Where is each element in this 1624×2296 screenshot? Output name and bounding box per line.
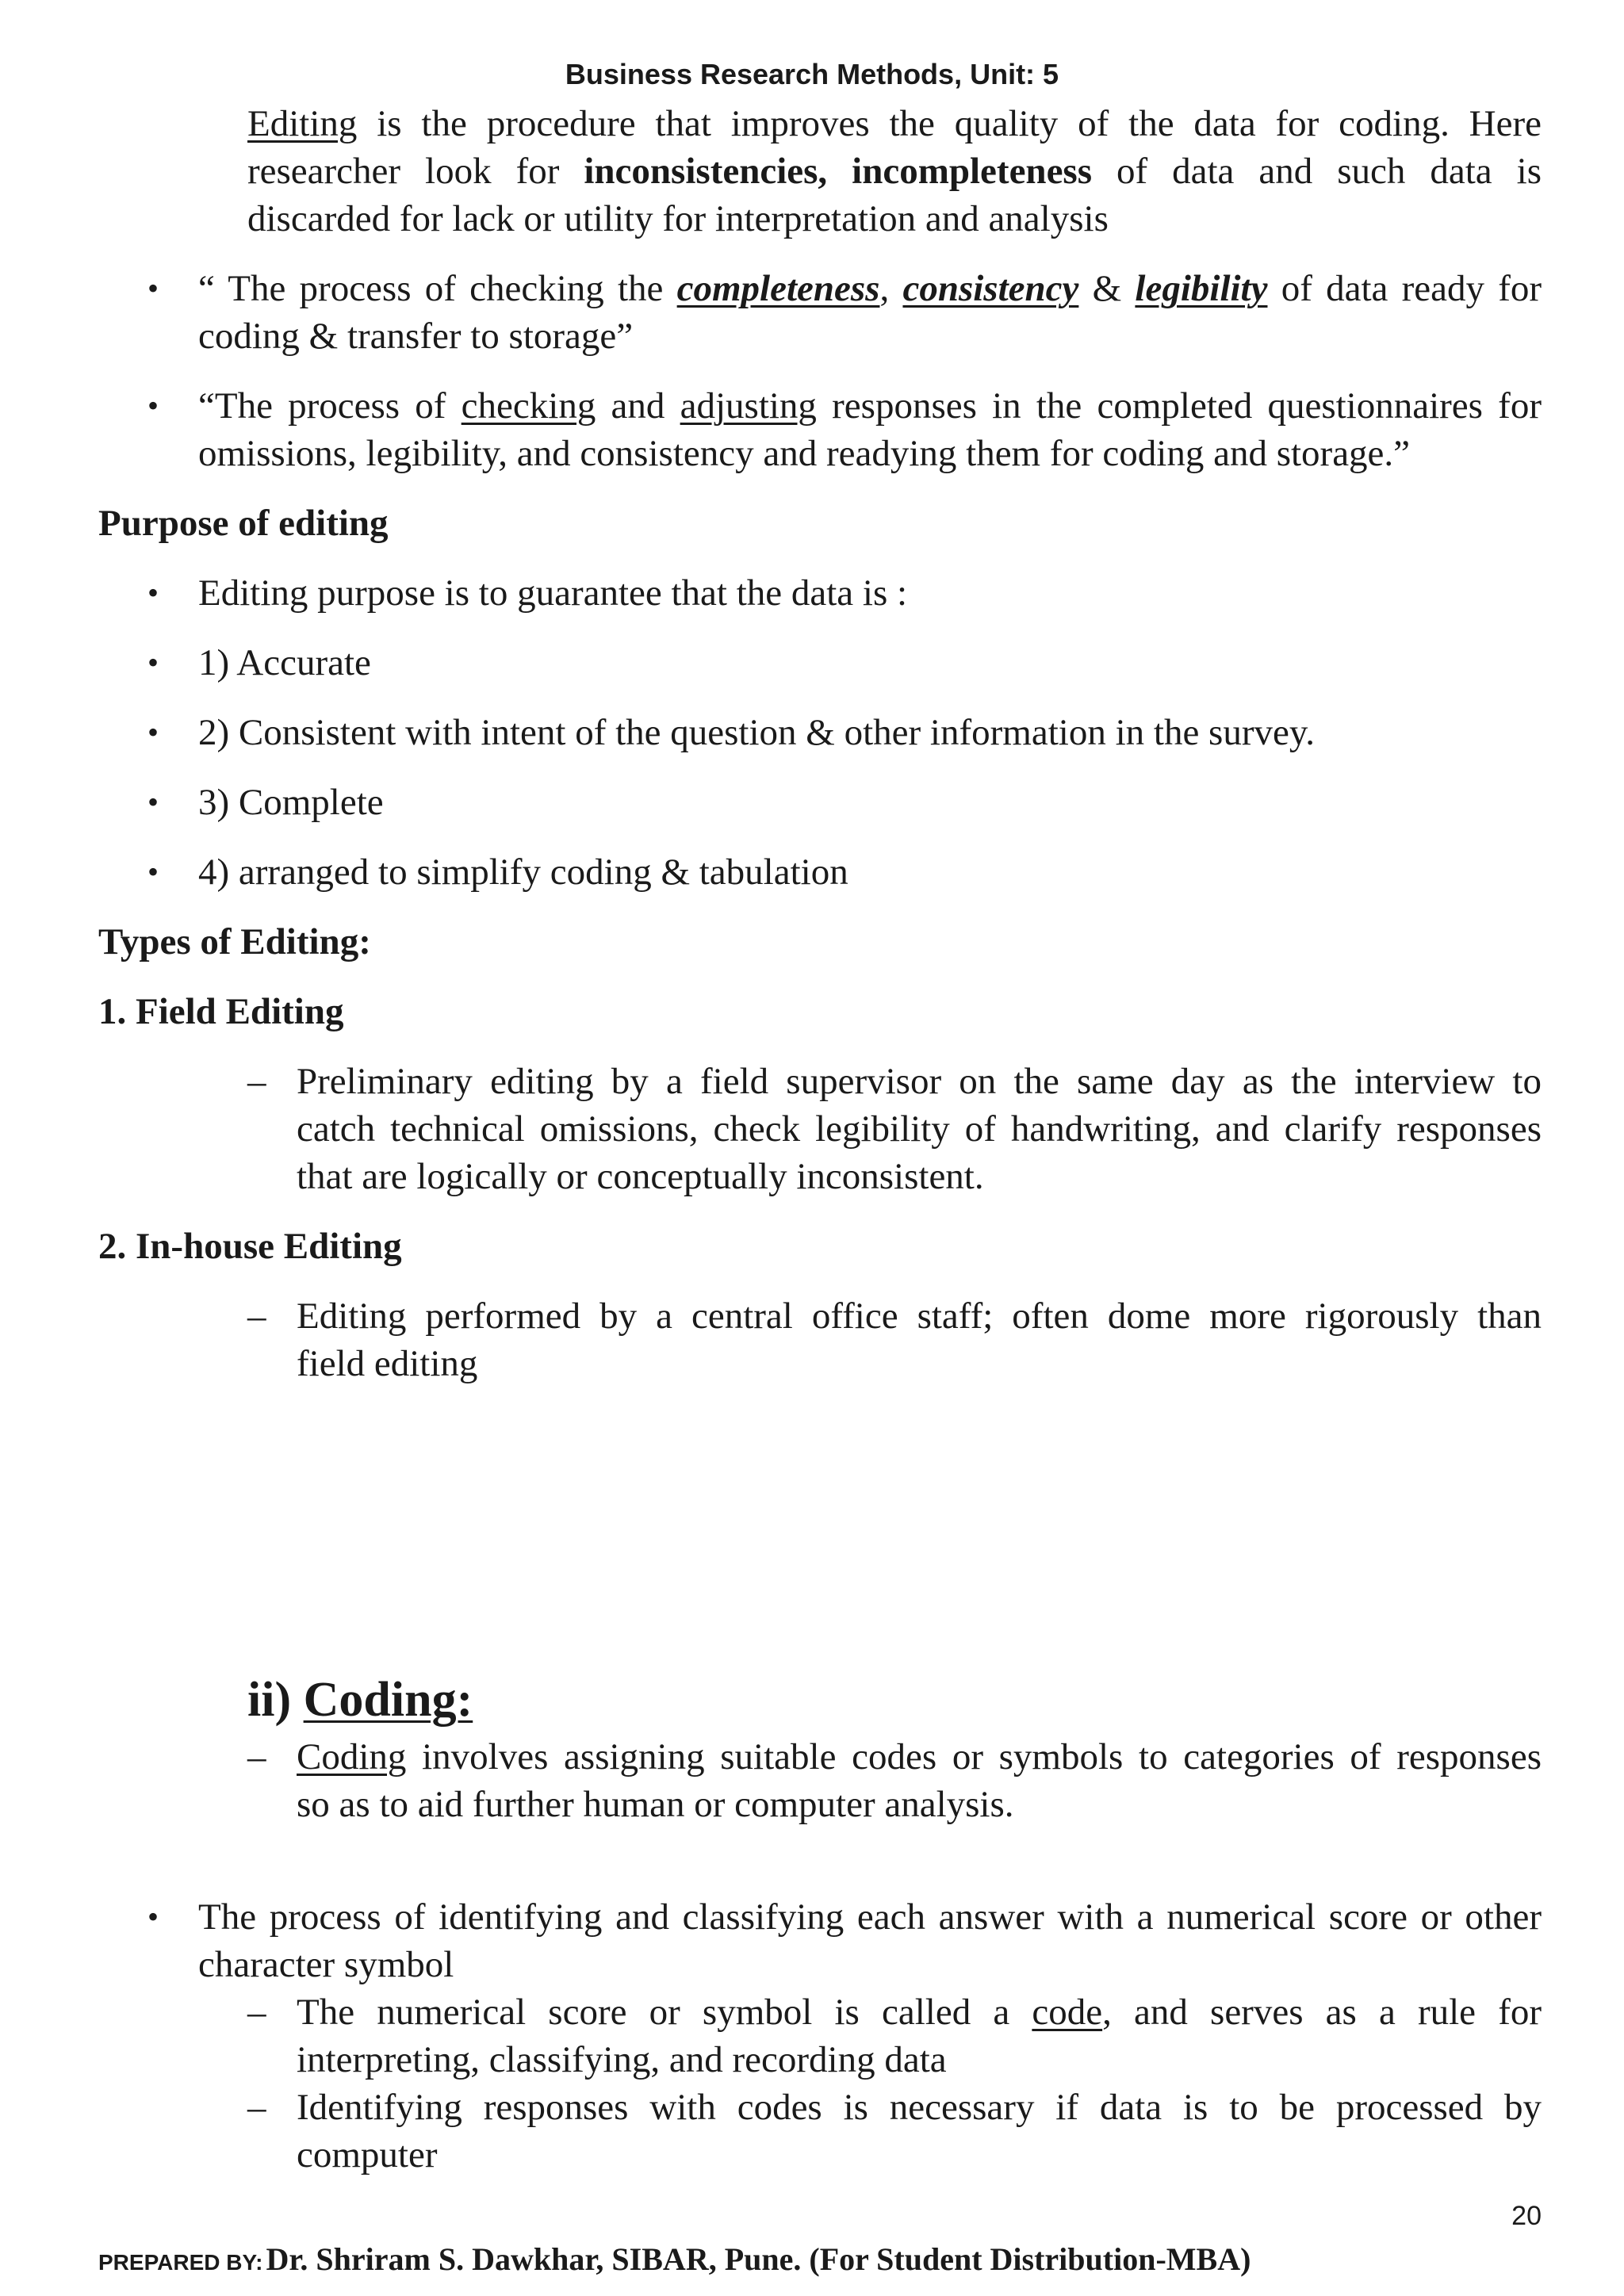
purpose-item: 1) Accurate — [198, 642, 371, 683]
field-editing-heading: 1. Field Editing — [98, 991, 344, 1032]
page-number: 20 — [1511, 2201, 1542, 2231]
purpose-heading: Purpose of editing — [98, 503, 389, 544]
intro-line-3: discarded for lack or utility for interpretation and analysis — [247, 198, 1109, 239]
inhouse-editing-line-2: field editing — [297, 1343, 478, 1384]
coding-def-line-2: so as to aid further human or computer analysis. — [297, 1784, 1014, 1825]
purpose-item: 2) Consistent with intent of the question & other information in the survey. — [198, 712, 1316, 753]
purpose-item: 4) arranged to simplify coding & tabulation — [198, 851, 848, 893]
term-legibility: legibility — [1135, 268, 1268, 309]
intro-line-1: Editing is the procedure that improves the quality of the data for coding. Here — [247, 103, 1542, 144]
purpose-item: Editing purpose is to guarantee that the data is : — [198, 572, 908, 614]
dash-icon: – — [247, 1061, 266, 1102]
term-completeness: completeness — [676, 268, 880, 309]
bullet-icon: • — [147, 854, 159, 890]
footer — [98, 2241, 1251, 2278]
page-header-title: Business Research Methods, Unit: 5 — [565, 58, 1059, 90]
term-checking: checking — [461, 385, 596, 427]
footer-prepared-by: PREPARED BY: — [98, 2250, 263, 2275]
dash-icon: – — [247, 2087, 266, 2128]
bullet-icon: • — [147, 645, 159, 680]
coding-title: Coding: — [303, 1673, 473, 1727]
field-editing-line-2: catch technical omissions, check legibility of handwriting, and clarify responses — [297, 1108, 1542, 1150]
bullet-icon: • — [147, 388, 159, 423]
types-heading: Types of Editing: — [98, 921, 371, 962]
inhouse-editing-heading: 2. In-house Editing — [98, 1226, 402, 1267]
code-definition-line-1: The numerical score or symbol is called a code, and serves as a rule for — [297, 1992, 1542, 2033]
inhouse-editing-line-1: Editing performed by a central office staff; often dome more rigorously than — [297, 1295, 1542, 1337]
field-editing-line-1: Preliminary editing by a field supervisor on the same day as the interview to — [297, 1061, 1542, 1102]
intro-bold-terms: inconsistencies, incompleteness — [584, 151, 1093, 192]
bullet-icon: • — [147, 270, 159, 306]
dash-icon: – — [247, 1295, 266, 1337]
dash-icon: – — [247, 1992, 266, 2033]
coding-process-line-1: The process of identifying and classifying each answer with a numerical score or other — [198, 1896, 1542, 1938]
purpose-item: 3) Complete — [198, 782, 384, 823]
bullet-icon: • — [147, 714, 159, 750]
coding-section-heading — [247, 1671, 473, 1728]
dash-icon: – — [247, 1736, 266, 1777]
code-term: code — [1032, 1992, 1103, 2033]
code-necessity-line-2: computer — [297, 2134, 438, 2175]
definition-1-line-2: coding & transfer to storage” — [198, 316, 634, 357]
term-adjusting: adjusting — [680, 385, 817, 427]
editing-term: Editing — [247, 103, 358, 144]
coding-term: Coding — [297, 1736, 407, 1777]
bullet-icon: • — [147, 784, 159, 820]
field-editing-line-3: that are logically or conceptually inconsistent. — [297, 1156, 984, 1197]
code-definition-line-2: interpreting, classifying, and recording data — [297, 2039, 947, 2080]
definition-2-line-1: “The process of checking and adjusting responses in the completed questionnaires for — [198, 385, 1542, 427]
footer-author: Dr. Shriram S. Dawkhar, SIBAR, Pune. (For Student Distribution-MBA) — [266, 2241, 1251, 2277]
definition-2-line-2: omissions, legibility, and consistency and readying them for coding and storage.” — [198, 433, 1411, 474]
coding-def-line-1: Coding involves assigning suitable codes or symbols to categories of responses — [297, 1736, 1542, 1777]
code-necessity-line-1: Identifying responses with codes is necessary if data is to be processed by — [297, 2087, 1542, 2128]
coding-numeral: ii) — [247, 1673, 292, 1727]
bullet-icon: • — [147, 575, 159, 610]
definition-1-line-1: “ The process of checking the completeness, consistency & legibility of data ready for — [198, 268, 1542, 309]
coding-process-line-2: character symbol — [198, 1944, 454, 1985]
intro-line-2: researcher look for inconsistencies, incompleteness of data and such data is — [247, 151, 1542, 192]
term-consistency: consistency — [902, 268, 1079, 309]
bullet-icon: • — [147, 1899, 159, 1934]
